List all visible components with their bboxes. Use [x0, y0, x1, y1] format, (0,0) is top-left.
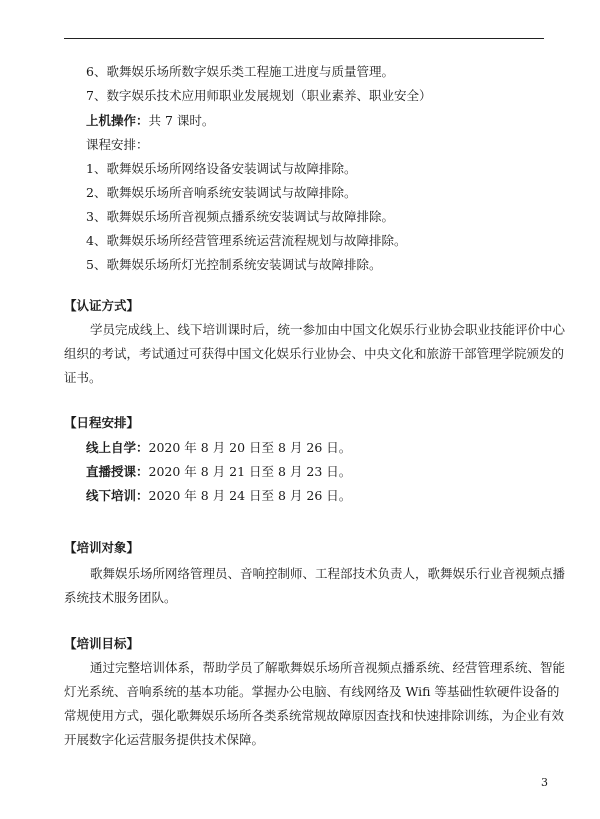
- audience-line: 歌舞娱乐场所网络管理员、音响控制师、工程部技术负责人，歌舞娱乐行业音视频点播: [90, 566, 566, 581]
- list-item: 6、歌舞娱乐场所数字娱乐类工程施工进度与质量管理。: [86, 64, 394, 79]
- schedule-item: [86, 464, 351, 480]
- goals-line: 灯光系统、音响系统的基本功能。掌握办公电脑、有线网络及 Wifi 等基础性软硬件设备的: [64, 684, 560, 699]
- goals-line: 开展数字化运营服务提供技术保障。: [64, 732, 265, 747]
- schedule-item: [86, 488, 351, 504]
- course-item: 4、歌舞娱乐场所经营管理系统运营流程规划与故障排除。: [86, 233, 407, 248]
- schedule-text: 2020 年 8 月 20 日至 8 月 26 日。: [148, 440, 352, 455]
- course-item: 5、歌舞娱乐场所灯光控制系统安装调试与故障排除。: [86, 257, 382, 272]
- page-number: 3: [541, 776, 548, 789]
- certification-heading: 【认证方式】: [64, 298, 140, 313]
- schedule-item: [86, 440, 351, 456]
- machine-op-line: [86, 113, 214, 129]
- goals-line: 通过完整培训体系，帮助学员了解歌舞娱乐场所音视频点播系统、经营管理系统、智能: [90, 660, 566, 675]
- schedule-text: 2020 年 8 月 24 日至 8 月 26 日。: [148, 488, 352, 503]
- schedule-label: 线上自学：: [86, 440, 149, 455]
- course-arrangement-label: 课程安排：: [86, 137, 149, 152]
- certification-line: 组织的考试，考试通过可获得中国文化娱乐行业协会、中央文化和旅游干部管理学院颁发的: [64, 346, 565, 361]
- schedule-text: 2020 年 8 月 21 日至 8 月 23 日。: [148, 464, 352, 479]
- course-item: 3、歌舞娱乐场所音视频点播系统安装调试与故障排除。: [86, 209, 394, 224]
- goals-heading: 【培训目标】: [64, 636, 140, 651]
- course-item: 2、歌舞娱乐场所音响系统安装调试与故障排除。: [86, 185, 357, 200]
- audience-heading: 【培训对象】: [64, 540, 140, 555]
- machine-op-text: 共 7 课时。: [148, 113, 215, 128]
- course-item: 1、歌舞娱乐场所网络设备安装调试与故障排除。: [86, 161, 357, 176]
- certification-line: 证书。: [64, 370, 102, 385]
- certification-line: 学员完成线上、线下培训课时后，统一参加由中国文化娱乐行业协会职业技能评价中心: [90, 322, 566, 337]
- list-item: 7、数字娱乐技术应用师职业发展规划（职业素养、职业安全）: [86, 88, 432, 103]
- audience-line: 系统技术服务团队。: [64, 590, 177, 605]
- machine-op-label: 上机操作：: [86, 113, 149, 128]
- schedule-heading: 【日程安排】: [64, 415, 140, 430]
- top-rule: [64, 38, 544, 39]
- schedule-label: 直播授课：: [86, 464, 149, 479]
- schedule-label: 线下培训：: [86, 488, 149, 503]
- goals-line: 常规使用方式，强化歌舞娱乐场所各类系统常规故障原因查找和快速排除训练，为企业有效: [64, 708, 565, 723]
